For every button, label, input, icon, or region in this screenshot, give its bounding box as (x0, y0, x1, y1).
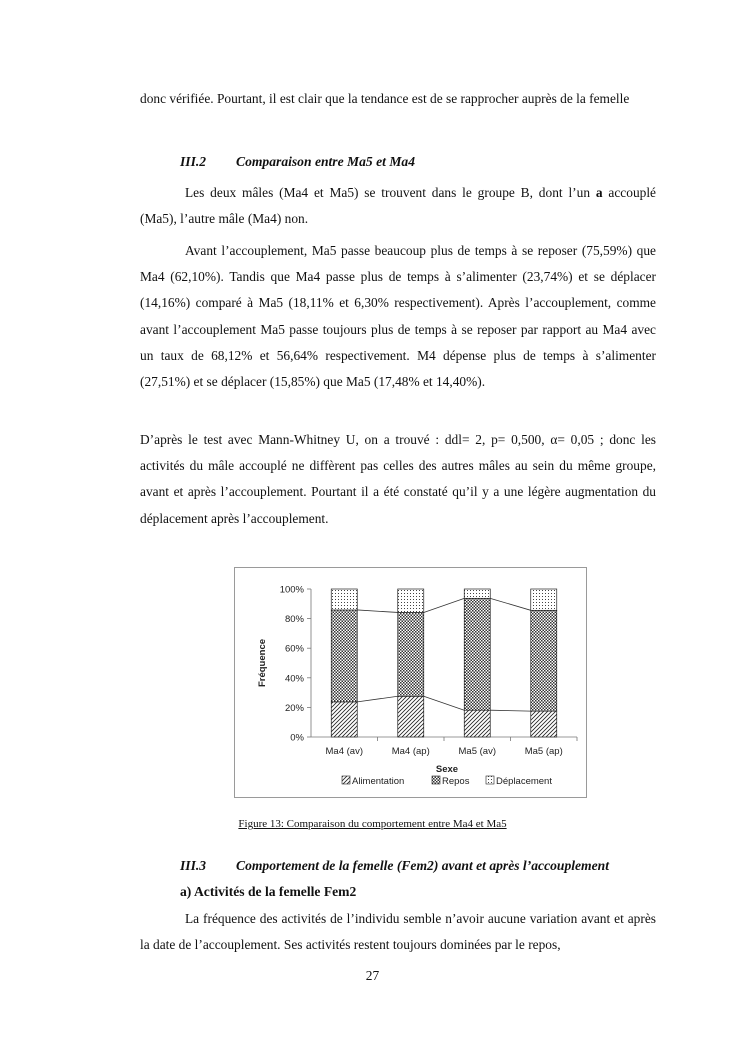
bar-dplacement-2 (464, 589, 490, 598)
paragraph-1-text-b: accouplé (Ma5), l’autre mâle (Ma4) non. (140, 185, 656, 227)
legend-label-alimentation: Alimentation (352, 776, 405, 787)
y-tick-label: 20% (284, 702, 304, 714)
subsection-heading-a: a) Activités de la femelle Fem2 (180, 884, 357, 899)
x-tick-label: Ma4 (ap) (391, 746, 430, 757)
section-title: Comparaison entre Ma5 et Ma4 (236, 154, 416, 169)
section-heading-III-3 (180, 858, 609, 874)
paragraph-1-text-a: Les deux mâles (Ma4 et Ma5) se trouvent dans le groupe B, dont l’un (185, 185, 596, 200)
paragraph-1 (140, 180, 656, 232)
x-axis-title: Sexe (435, 764, 459, 775)
bar-dplacement-3 (531, 589, 557, 610)
bar-alimentation-0 (331, 702, 357, 737)
figure-13-chart (234, 567, 587, 798)
paragraph-2: Avant l’accouplement, Ma5 passe beaucoup plus de temps à se reposer (75,59%) que Ma4 (62,10%). Tandis que Ma4 passe plus de temps à s’alimenter (23,74%) et se déplacer (14,16%) comparé à Ma5 (18,11% et 6,30% respectivement). Après l’accouplement, comme avant l’accouplement Ma5 passe toujours plus de temps à se reposer par rapport au Ma4 avec un taux de 68,12% et 56,64% respectivement. M4 dépense plus de temps à s’alimenter (27,51%) et se déplacer (15,85%) que Ma5 (17,48% et 14,40%). (140, 243, 656, 390)
series-line-repos (357, 598, 531, 612)
y-tick-label: 100% (279, 584, 304, 596)
legend-swatch-alimentation (342, 776, 350, 784)
x-tick-label: Ma5 (ap) (524, 746, 563, 757)
bar-repos-3 (531, 610, 557, 711)
section-number: III.2 (180, 154, 207, 169)
legend-swatch-repos (432, 776, 440, 784)
stacked-bar-chart (235, 568, 586, 797)
paragraph-1-bold: a (595, 185, 603, 200)
legend-label-dplacement: Déplacement (496, 776, 552, 787)
figure-caption: Figure 13: Comparaison du comportement entre Ma4 et Ma5 (238, 818, 507, 830)
section-title: Comportement de la femelle (Fem2) avant et après l’accouplement (236, 858, 610, 873)
series-line-alimentation (357, 696, 531, 711)
bar-alimentation-1 (398, 696, 424, 737)
x-tick-label: Ma5 (av) (458, 746, 496, 757)
paragraph-3: D’après le test avec Mann-Whitney U, on a trouvé : ddl= 2, p= 0,500, α= 0,05 ; donc les activités du mâle accouplé ne diffèrent pas celles des autres mâles au sein du même groupe, avant et après l’accouplement. Pourtant il a été constaté qu’il y a une légère augmentation du déplacement après l’accouplement. (140, 432, 656, 526)
bar-repos-1 (398, 612, 424, 696)
section-heading-III-2 (180, 154, 415, 170)
y-tick-label: 80% (284, 614, 304, 626)
bar-alimentation-3 (531, 711, 557, 737)
bar-repos-0 (331, 610, 357, 702)
page-number: 27 (365, 968, 380, 983)
bar-alimentation-2 (464, 710, 490, 737)
bar-dplacement-0 (331, 589, 357, 610)
legend-swatch-dplacement (486, 776, 494, 784)
x-tick-label: Ma4 (av) (325, 746, 363, 757)
bar-dplacement-1 (398, 589, 424, 612)
section-number: III.3 (180, 858, 207, 873)
paragraph-4: La fréquence des activités de l’individu semble n’avoir aucune variation avant et après la date de l’accouplement. Ses activités restent toujours dominées par le repos, (140, 911, 656, 953)
y-tick-label: 60% (284, 643, 304, 655)
legend-label-repos: Repos (442, 776, 470, 787)
y-axis-title: Fréquence (257, 638, 268, 688)
y-tick-label: 40% (284, 673, 304, 685)
bar-repos-2 (464, 598, 490, 710)
y-tick-label: 0% (290, 732, 304, 744)
paragraph-intro: donc vérifiée. Pourtant, il est clair que la tendance est de se rapprocher auprès de la femelle (140, 91, 630, 106)
